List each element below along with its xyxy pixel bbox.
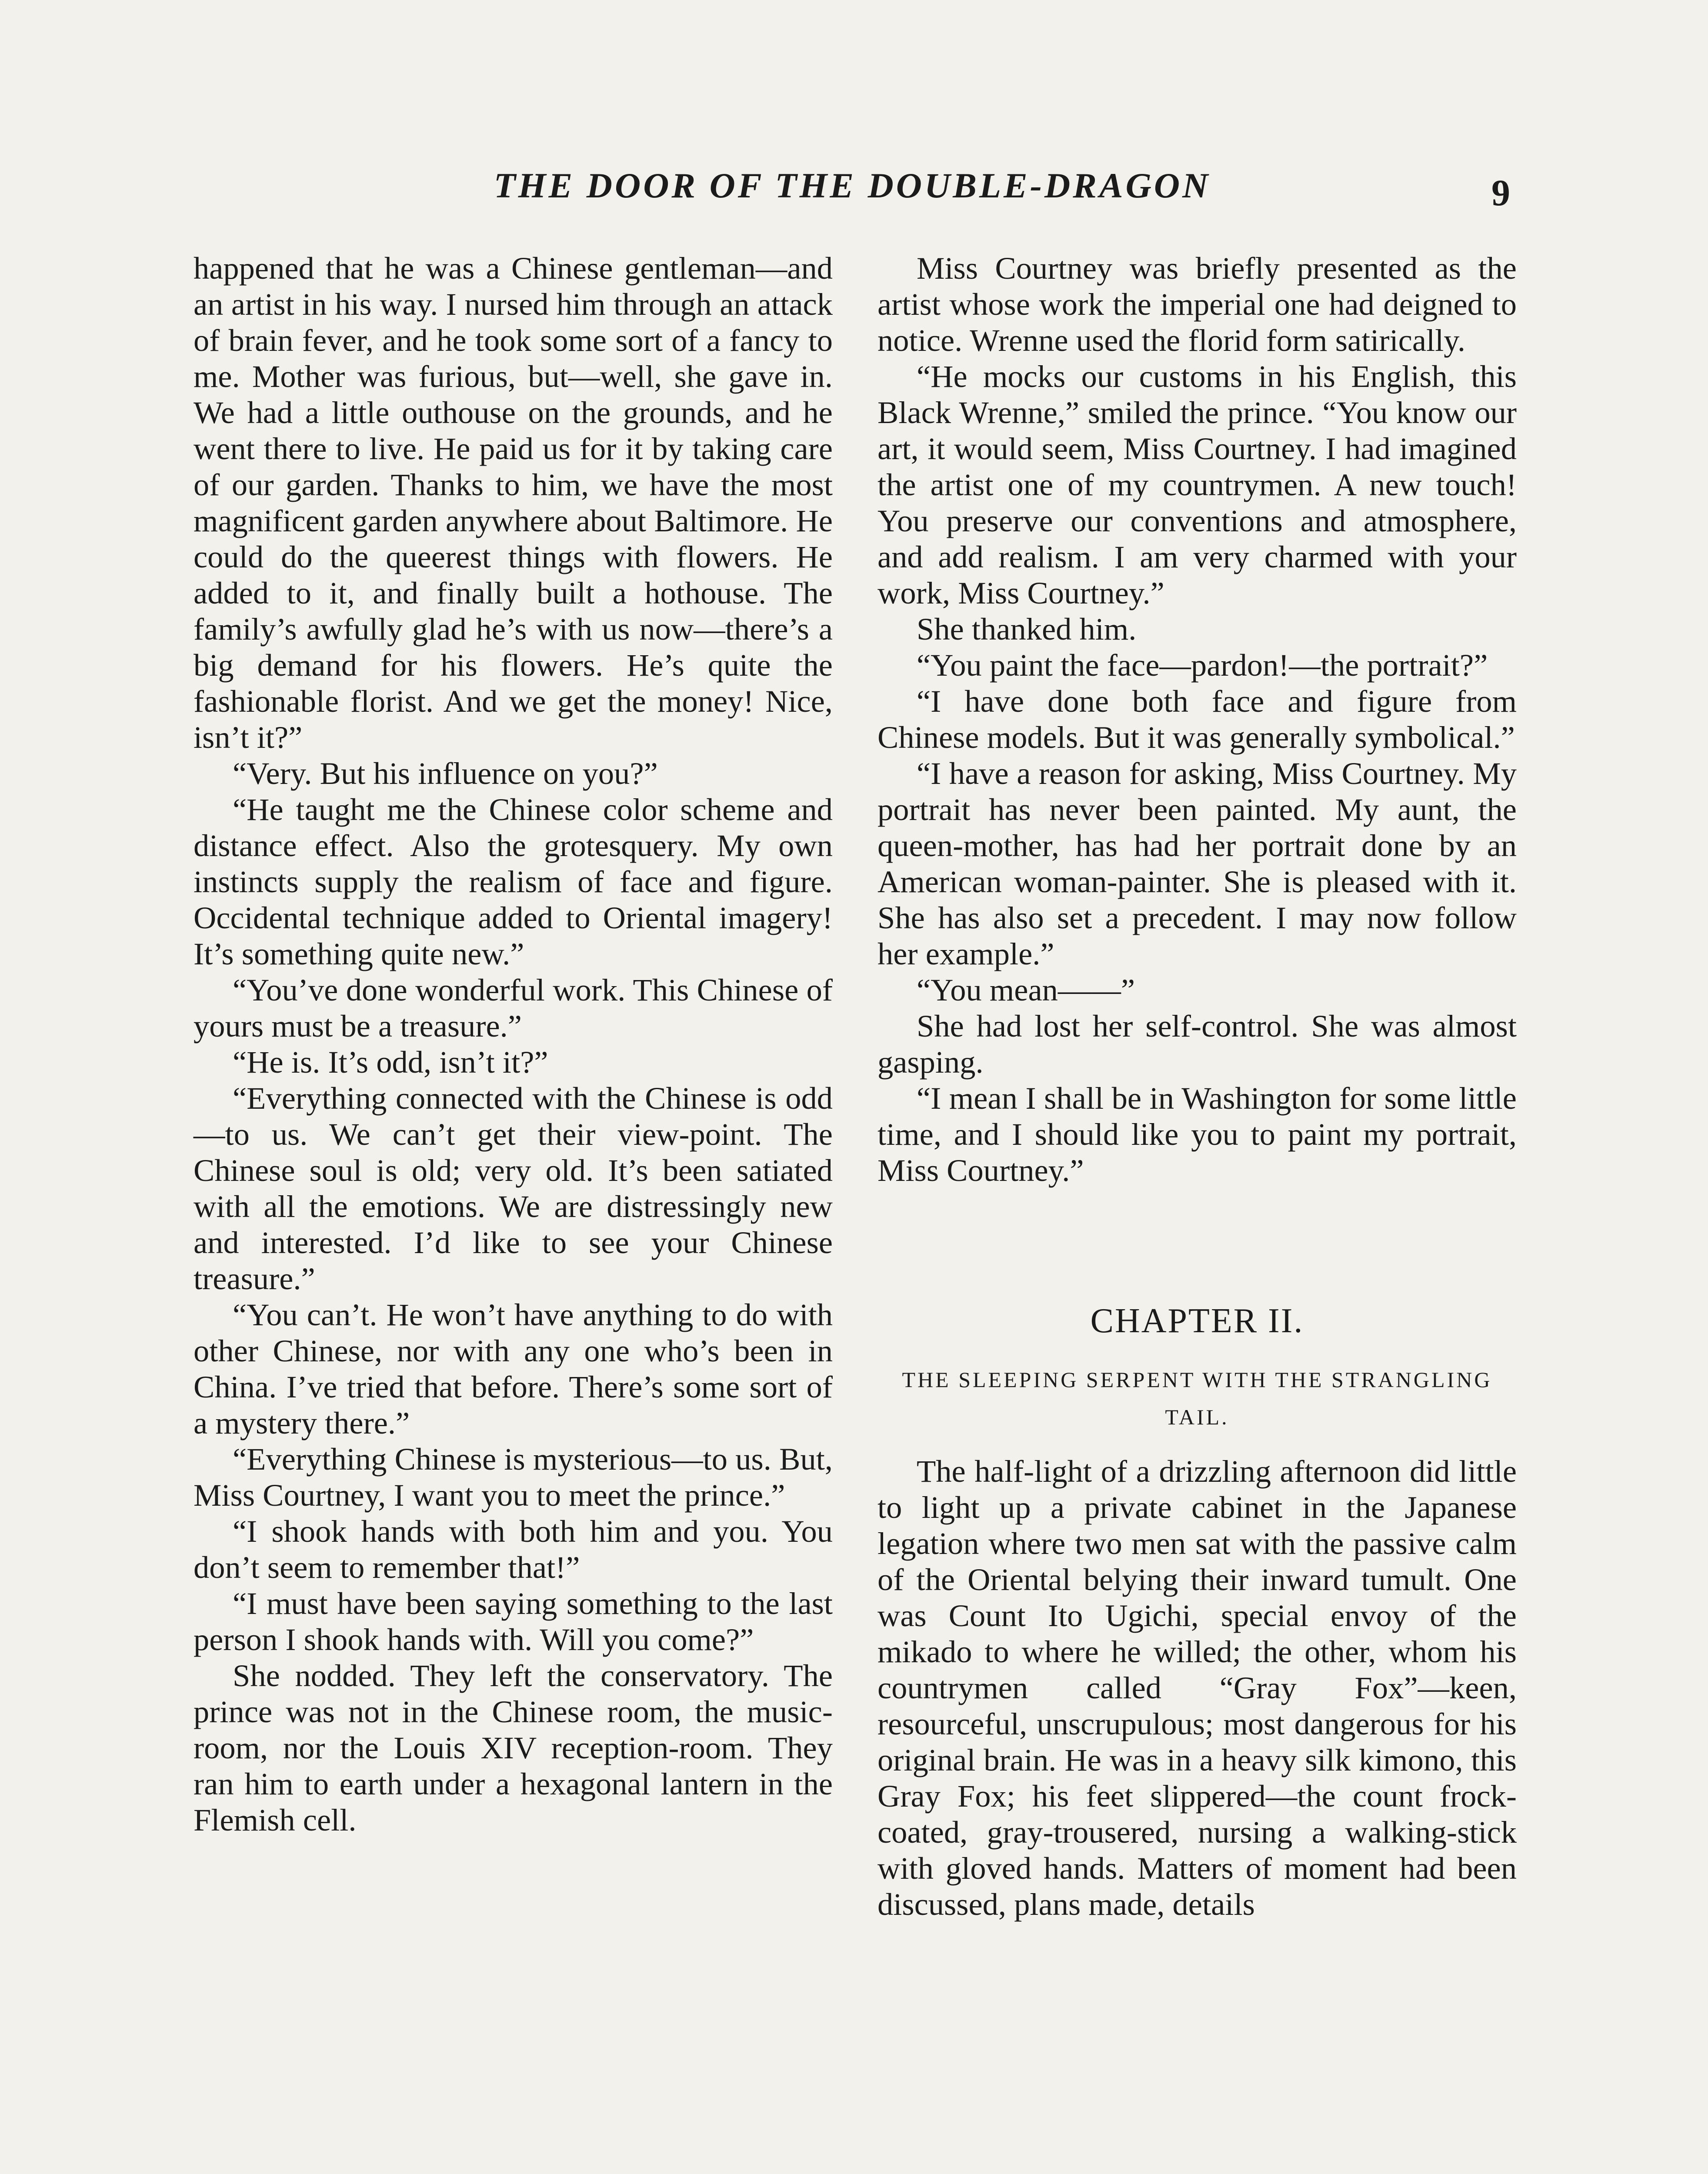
page-number: 9	[1491, 172, 1510, 213]
paragraph: “I mean I shall be in Washington for some little time, and I should like you to paint my portrait, Miss Courtney.”	[877, 1080, 1517, 1188]
paragraph: “You’ve done wonderful work. This Chinese of yours must be a treasure.”	[193, 972, 833, 1044]
paragraph: “He is. It’s odd, isn’t it?”	[233, 1044, 548, 1080]
paragraph: She nodded. They left the conservatory. The prince was not in the Chinese room, the music-room, nor the Louis XIV reception-room. They ran him to earth under a hexagonal lantern in the Flemish cell.	[193, 1658, 833, 1837]
paragraph: “You paint the face—pardon!—the portrait?”	[917, 647, 1488, 683]
paragraph: “Everything Chinese is mysterious—to us. But, Miss Courtney, I want you to meet the prince.”	[193, 1441, 833, 1513]
paragraph: “I must have been saying something to the last person I shook hands with. Will you come?”	[193, 1586, 833, 1657]
chapter-heading: CHAPTER II.	[1090, 1302, 1304, 1340]
paragraph: “I shook hands with both him and you. You don’t seem to remember that!”	[193, 1514, 833, 1585]
paragraph: “Very. But his influence on you?”	[233, 756, 658, 791]
paragraph: “He taught me the Chinese color scheme and distance effect. Also the grotesquery. My own instincts supply the realism of face and figure. Occidental technique added to Oriental imagery! It’s something quite new.”	[193, 792, 833, 971]
chapter-subtitle: THE SLEEPING SERPENT WITH THE STRANGLING TAIL.	[902, 1367, 1492, 1429]
chapter-opening-paragraph: The half-light of a drizzling afternoon did little to light up a private cabinet in the Japanese legation where two men sat with the passive calm of the Oriental belying their inward tumult. One was Count Ito Ugichi, special envoy of the mikado to where he willed; the other, whom his countrymen called “Gray Fox”—keen, resourceful, unscrupulous; most dangerous for his original brain. He was in a heavy silk kimono, this Gray Fox; his feet slippered—the count frock-coated, gray-trousered, nursing a walking-stick with gloved hands. Matters of moment had been discussed, plans made, details	[877, 1454, 1517, 1922]
paragraph: happened that he was a Chinese gentleman—and an artist in his way. I nursed him through an attack of brain fever, and he took some sort of a fancy to me. Mother was furious, but—well, she gave in. We had a little outhouse on the grounds, and he went there to live. He paid us for it by taking care of our garden. Thanks to him, we have the most magnificent garden anywhere about Baltimore. He could do the queerest things with flowers. He added to it, and finally built a hothouse. The family’s awfully glad he’s with us now—there’s a big demand for his flowers. He’s quite the fashionable florist. And we get the money! Nice, isn’t it?”	[193, 250, 833, 755]
paragraph: “I have a reason for asking, Miss Courtney. My portrait has never been painted. My aunt, the queen-mother, has had her portrait done by an American woman-painter. She is pleased with it. She has also set a precedent. I may now follow her example.”	[877, 756, 1517, 971]
paragraph: “He mocks our customs in his English, this Black Wrenne,” smiled the prince. “You know our art, it would seem, Miss Courtney. I had imagined the artist one of my countrymen. A new touch! You preserve our conventions and atmosphere, and add realism. I am very charmed with your work, Miss Courtney.”	[877, 359, 1517, 610]
right-column	[877, 250, 1517, 1922]
running-title: THE DOOR OF THE DOUBLE-DRAGON	[494, 166, 1211, 205]
left-column	[193, 250, 833, 1838]
paragraph: “Everything connected with the Chinese is odd—to us. We can’t get their view-point. The Chinese soul is old; very old. It’s been satiated with all the emotions. We are distressingly new and interested. I’d like to see your Chinese treasure.”	[193, 1080, 833, 1296]
paragraph: She had lost her self-control. She was almost gasping.	[877, 1008, 1517, 1080]
paragraph: Miss Courtney was briefly presented as the artist whose work the imperial one had deigned to notice. Wrenne used the florid form satirically.	[877, 250, 1517, 358]
paragraph: “You mean——”	[917, 972, 1135, 1007]
paragraph: She thanked him.	[917, 611, 1137, 647]
paragraph: “You can’t. He won’t have anything to do with other Chinese, nor with any one who’s been in China. I’ve tried that before. There’s some sort of a mystery there.”	[193, 1297, 833, 1440]
paragraph: “I have done both face and figure from Chinese models. But it was generally symbolical.”	[877, 684, 1517, 755]
